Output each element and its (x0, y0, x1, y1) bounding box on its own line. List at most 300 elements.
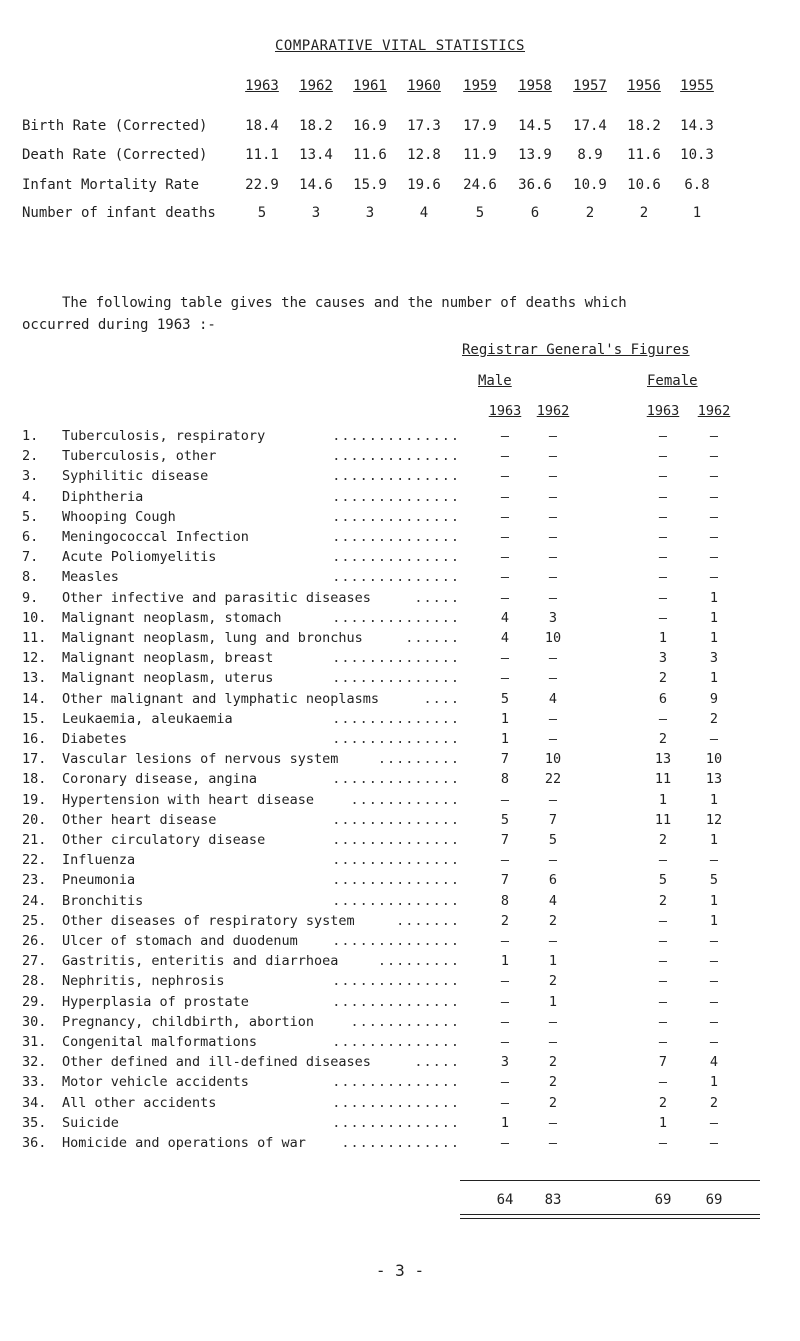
cause-value: 3 (548, 609, 558, 626)
leader-dots: .............. (332, 892, 460, 909)
year-heading: 1962 (299, 78, 333, 94)
stat-value: 19.6 (407, 177, 441, 193)
cause-value: – (548, 1034, 558, 1050)
cause-value: 4 (709, 1054, 719, 1071)
cause-value: – (500, 508, 510, 525)
year-heading: 1958 (518, 78, 552, 94)
leader-dots: .............. (332, 549, 460, 566)
cause-value: – (658, 710, 668, 727)
cause-value: – (548, 529, 558, 545)
cause-value: – (658, 973, 668, 990)
stat-value: 18.2 (299, 118, 333, 134)
cause-value: 1 (709, 670, 719, 687)
stat-label: Birth Rate (Corrected) (22, 118, 208, 134)
cause-value: 2 (548, 912, 558, 929)
cause-value: – (500, 488, 510, 505)
cause-value: – (709, 488, 719, 505)
cause-number: 8. (22, 569, 39, 586)
cause-number: 19. (22, 791, 47, 808)
cause-value: 2 (658, 731, 668, 747)
cause-number: 36. (22, 1135, 47, 1151)
column-year: 1963 (488, 403, 522, 419)
stat-value: 11.6 (353, 147, 387, 163)
cause-label: Other malignant and lymphatic neoplasms (62, 690, 379, 707)
cause-value: 1 (709, 892, 719, 909)
leader-dots: ......... (377, 953, 460, 970)
cause-value: – (658, 852, 668, 869)
cause-value: – (709, 731, 719, 747)
cause-value: – (548, 1013, 558, 1030)
leader-dots: .............. (332, 731, 460, 747)
cause-value: 1 (709, 791, 719, 808)
cause-value: – (500, 1074, 510, 1091)
cause-label: Other heart disease (62, 811, 217, 828)
cause-label: Acute Poliomyelitis (62, 549, 217, 566)
leader-dots: .............. (332, 811, 460, 828)
stat-value: 13.4 (299, 147, 333, 163)
cause-label: Meningococcal Infection (62, 529, 249, 545)
cause-value: – (500, 650, 510, 667)
cause-value: – (500, 791, 510, 808)
stat-value: 12.8 (407, 147, 441, 163)
cause-number: 17. (22, 751, 47, 768)
stat-value: 13.9 (518, 147, 552, 163)
stat-value: 10.3 (680, 147, 714, 163)
cause-value: 7 (548, 811, 558, 828)
cause-number: 11. (22, 630, 47, 646)
cause-value: – (500, 1013, 510, 1030)
cause-number: 22. (22, 852, 47, 869)
leader-dots: ............ (350, 791, 460, 808)
cause-value: – (658, 609, 668, 626)
cause-value: 11 (654, 771, 672, 788)
cause-value: – (658, 1074, 668, 1091)
cause-number: 15. (22, 710, 47, 727)
cause-value: 1 (500, 953, 510, 970)
column-year: 1963 (646, 403, 680, 419)
stat-value: 4 (419, 205, 429, 221)
cause-value: – (548, 569, 558, 586)
cause-label: Gastritis, enteritis and diarrhoea (62, 953, 339, 970)
cause-value: 3 (500, 1054, 510, 1071)
cause-value: – (709, 508, 719, 525)
leader-dots: .............. (332, 1074, 460, 1091)
cause-value: 1 (709, 912, 719, 929)
leader-dots: .............. (332, 529, 460, 545)
cause-value: 5 (709, 872, 719, 889)
cause-value: 2 (658, 1094, 668, 1111)
cause-value: – (658, 933, 668, 949)
cause-label: Syphilitic disease (62, 468, 209, 485)
cause-value: 10 (544, 751, 562, 768)
cause-value: – (500, 852, 510, 869)
cause-value: – (548, 589, 558, 606)
cause-number: 34. (22, 1094, 47, 1111)
cause-value: 2 (658, 892, 668, 909)
cause-value: 11 (654, 811, 672, 828)
cause-value: 1 (500, 710, 510, 727)
stat-label: Infant Mortality Rate (22, 177, 200, 193)
total-rule-bottom-1 (460, 1214, 760, 1215)
leader-dots: ............ (350, 1013, 460, 1030)
total-value: 69 (705, 1192, 723, 1208)
cause-label: Tuberculosis, respiratory (62, 428, 266, 444)
stat-value: 2 (585, 205, 595, 221)
cause-value: – (658, 508, 668, 525)
leader-dots: ......... (377, 751, 460, 768)
cause-value: – (548, 468, 558, 485)
cause-label: Other circulatory disease (62, 832, 266, 848)
cause-value: – (658, 448, 668, 465)
total-value: 83 (544, 1192, 562, 1208)
stat-value: 1 (692, 205, 702, 221)
year-heading: 1956 (627, 78, 661, 94)
cause-value: – (500, 670, 510, 687)
stat-value: 14.3 (680, 118, 714, 134)
stat-value: 17.9 (463, 118, 497, 134)
stat-value: 18.2 (627, 118, 661, 134)
stat-label: Death Rate (Corrected) (22, 147, 208, 163)
leader-dots: .............. (332, 933, 460, 949)
cause-label: Malignant neoplasm, stomach (62, 609, 282, 626)
cause-value: – (709, 529, 719, 545)
cause-number: 18. (22, 771, 47, 788)
cause-value: – (500, 468, 510, 485)
cause-value: 5 (548, 832, 558, 848)
leader-dots: .............. (332, 1034, 460, 1050)
year-heading: 1959 (463, 78, 497, 94)
cause-value: – (658, 529, 668, 545)
cause-label: Suicide (62, 1114, 119, 1131)
cause-value: – (709, 993, 719, 1010)
cause-value: 3 (658, 650, 668, 667)
cause-value: – (548, 508, 558, 525)
cause-number: 28. (22, 973, 47, 990)
stat-value: 8.9 (577, 147, 603, 163)
leader-dots: .............. (332, 872, 460, 889)
cause-number: 26. (22, 933, 47, 949)
leader-dots: .............. (332, 569, 460, 586)
cause-value: – (548, 852, 558, 869)
cause-value: 4 (500, 630, 510, 646)
cause-number: 25. (22, 912, 47, 929)
leader-dots: .............. (332, 650, 460, 667)
total-rule-top (460, 1180, 760, 1181)
cause-value: – (500, 448, 510, 465)
leader-dots: ...... (405, 630, 460, 646)
cause-value: 10 (705, 751, 723, 768)
cause-label: Coronary disease, angina (62, 771, 258, 788)
cause-number: 29. (22, 993, 47, 1010)
cause-label: Bronchitis (62, 892, 144, 909)
stat-value: 16.9 (353, 118, 387, 134)
stat-value: 3 (365, 205, 375, 221)
stat-label: Number of infant deaths (22, 205, 216, 221)
cause-value: – (500, 549, 510, 566)
intro-text-line-1: The following table gives the causes and the number of deaths which (62, 295, 627, 311)
cause-label: Diphtheria (62, 488, 144, 505)
cause-value: – (709, 549, 719, 566)
cause-value: – (658, 953, 668, 970)
stat-value: 10.9 (573, 177, 607, 193)
leader-dots: .............. (332, 771, 460, 788)
cause-number: 2. (22, 448, 39, 465)
stat-value: 2 (639, 205, 649, 221)
cause-value: 10 (544, 630, 562, 646)
cause-value: 2 (658, 670, 668, 687)
cause-value: – (709, 428, 719, 444)
leader-dots: .............. (332, 508, 460, 525)
leader-dots: .............. (332, 428, 460, 444)
cause-value: 13 (705, 771, 723, 788)
cause-label: Malignant neoplasm, uterus (62, 670, 274, 687)
leader-dots: .............. (332, 609, 460, 626)
cause-value: – (709, 1135, 719, 1151)
cause-value: – (658, 488, 668, 505)
cause-label: Pregnancy, childbirth, abortion (62, 1013, 314, 1030)
cause-value: – (500, 529, 510, 545)
leader-dots: ..... (414, 589, 460, 606)
cause-value: – (548, 1135, 558, 1151)
cause-label: Motor vehicle accidents (62, 1074, 249, 1091)
cause-value: 5 (500, 690, 510, 707)
stat-value: 15.9 (353, 177, 387, 193)
total-value: 69 (654, 1192, 672, 1208)
stat-value: 6 (530, 205, 540, 221)
cause-value: – (548, 488, 558, 505)
year-heading: 1961 (353, 78, 387, 94)
stat-value: 11.1 (245, 147, 279, 163)
leader-dots: .............. (332, 1114, 460, 1131)
leader-dots: .............. (332, 993, 460, 1010)
cause-value: – (548, 428, 558, 444)
cause-value: 6 (548, 872, 558, 889)
cause-value: – (500, 933, 510, 949)
cause-value: 7 (500, 872, 510, 889)
cause-value: – (709, 1034, 719, 1050)
stat-value: 18.4 (245, 118, 279, 134)
cause-value: 1 (548, 953, 558, 970)
cause-value: – (709, 973, 719, 990)
cause-value: – (709, 933, 719, 949)
cause-value: – (658, 1135, 668, 1151)
leader-dots: .............. (332, 468, 460, 485)
cause-value: – (709, 852, 719, 869)
cause-label: Influenza (62, 852, 136, 869)
cause-label: Other defined and ill-defined diseases (62, 1054, 371, 1071)
cause-value: – (658, 428, 668, 444)
stat-value: 36.6 (518, 177, 552, 193)
registrar-heading: Registrar General's Figures (462, 342, 690, 358)
cause-label: Other diseases of respiratory system (62, 912, 355, 929)
leader-dots: .............. (332, 832, 460, 848)
cause-value: 1 (709, 589, 719, 606)
cause-value: 1 (709, 832, 719, 848)
cause-label: Other infective and parasitic diseases (62, 589, 371, 606)
cause-value: 7 (500, 751, 510, 768)
cause-number: 6. (22, 529, 39, 545)
leader-dots: .............. (332, 670, 460, 687)
cause-value: 1 (709, 609, 719, 626)
cause-value: – (658, 569, 668, 586)
cause-label: All other accidents (62, 1094, 217, 1111)
stat-value: 24.6 (463, 177, 497, 193)
cause-number: 32. (22, 1054, 47, 1071)
cause-number: 21. (22, 832, 47, 848)
page-title: COMPARATIVE VITAL STATISTICS (274, 38, 525, 54)
leader-dots: .............. (332, 488, 460, 505)
cause-number: 13. (22, 670, 47, 687)
column-year: 1962 (536, 403, 570, 419)
cause-value: – (709, 953, 719, 970)
leader-dots: ............. (341, 1135, 460, 1151)
cause-value: – (500, 1135, 510, 1151)
leader-dots: .............. (332, 448, 460, 465)
cause-value: – (548, 933, 558, 949)
cause-number: 5. (22, 508, 39, 525)
cause-value: 4 (548, 690, 558, 707)
cause-number: 3. (22, 468, 39, 485)
cause-value: 2 (548, 973, 558, 990)
cause-value: – (658, 1013, 668, 1030)
cause-value: 2 (709, 710, 719, 727)
cause-label: Diabetes (62, 731, 128, 747)
cause-value: – (709, 468, 719, 485)
cause-number: 10. (22, 609, 47, 626)
stat-value: 17.4 (573, 118, 607, 134)
cause-value: 2 (548, 1054, 558, 1071)
cause-value: – (658, 993, 668, 1010)
cause-label: Hyperplasia of prostate (62, 993, 249, 1010)
cause-value: 1 (709, 1074, 719, 1091)
stat-value: 14.6 (299, 177, 333, 193)
cause-value: 1 (658, 630, 668, 646)
female-heading: Female (647, 373, 698, 389)
cause-value: – (658, 468, 668, 485)
cause-value: 2 (548, 1094, 558, 1111)
cause-label: Leukaemia, aleukaemia (62, 710, 233, 727)
cause-number: 9. (22, 589, 39, 606)
cause-label: Tuberculosis, other (62, 448, 217, 465)
page-number: - 3 - (375, 1261, 425, 1280)
cause-value: – (658, 589, 668, 606)
cause-number: 33. (22, 1074, 47, 1091)
cause-value: 12 (705, 811, 723, 828)
cause-value: – (500, 589, 510, 606)
cause-value: – (548, 1114, 558, 1131)
year-heading: 1960 (407, 78, 441, 94)
cause-value: – (500, 1034, 510, 1050)
cause-value: – (548, 650, 558, 667)
cause-value: 4 (548, 892, 558, 909)
leader-dots: ..... (414, 1054, 460, 1071)
cause-value: 7 (658, 1054, 668, 1071)
leader-dots: .... (423, 690, 460, 707)
leader-dots: .............. (332, 973, 460, 990)
cause-label: Nephritis, nephrosis (62, 973, 225, 990)
cause-value: – (709, 569, 719, 586)
cause-number: 12. (22, 650, 47, 667)
cause-value: 1 (658, 1114, 668, 1131)
cause-value: 1 (658, 791, 668, 808)
stat-value: 3 (311, 205, 321, 221)
cause-number: 14. (22, 690, 47, 707)
total-rule-bottom-2 (460, 1218, 760, 1219)
cause-value: – (500, 428, 510, 444)
cause-value: 1 (500, 1114, 510, 1131)
cause-value: 2 (658, 832, 668, 848)
cause-value: – (500, 993, 510, 1010)
cause-value: – (548, 670, 558, 687)
cause-label: Malignant neoplasm, breast (62, 650, 274, 667)
stat-value: 17.3 (407, 118, 441, 134)
cause-number: 16. (22, 731, 47, 747)
cause-label: Measles (62, 569, 119, 586)
cause-number: 30. (22, 1013, 47, 1030)
cause-number: 7. (22, 549, 39, 566)
cause-number: 27. (22, 953, 47, 970)
stat-value: 14.5 (518, 118, 552, 134)
cause-number: 35. (22, 1114, 47, 1131)
cause-number: 20. (22, 811, 47, 828)
cause-value: 8 (500, 771, 510, 788)
cause-value: 13 (654, 751, 672, 768)
year-heading: 1955 (680, 78, 714, 94)
cause-value: 5 (500, 811, 510, 828)
cause-number: 23. (22, 872, 47, 889)
cause-value: – (709, 1013, 719, 1030)
male-heading: Male (478, 373, 512, 389)
cause-label: Vascular lesions of nervous system (62, 751, 339, 768)
intro-text-line-2: occurred during 1963 :- (22, 317, 216, 333)
cause-number: 31. (22, 1034, 47, 1050)
stat-value: 11.9 (463, 147, 497, 163)
year-heading: 1957 (573, 78, 607, 94)
cause-value: – (548, 549, 558, 566)
stat-value: 5 (257, 205, 267, 221)
cause-value: 4 (500, 609, 510, 626)
cause-value: 9 (709, 690, 719, 707)
cause-label: Pneumonia (62, 872, 136, 889)
cause-value: 3 (709, 650, 719, 667)
cause-label: Malignant neoplasm, lung and bronchus (62, 630, 363, 646)
cause-value: – (709, 1114, 719, 1131)
cause-number: 1. (22, 428, 39, 444)
cause-value: 6 (658, 690, 668, 707)
cause-value: – (658, 549, 668, 566)
total-value: 64 (496, 1192, 514, 1208)
cause-value: – (709, 448, 719, 465)
cause-value: 22 (544, 771, 562, 788)
stat-value: 11.6 (627, 147, 661, 163)
cause-label: Ulcer of stomach and duodenum (62, 933, 298, 949)
cause-value: 8 (500, 892, 510, 909)
column-year: 1962 (697, 403, 731, 419)
cause-value: 1 (500, 731, 510, 747)
cause-value: – (548, 448, 558, 465)
cause-value: – (500, 973, 510, 990)
leader-dots: .............. (332, 1094, 460, 1111)
cause-value: 2 (709, 1094, 719, 1111)
cause-value: – (500, 1094, 510, 1111)
cause-value: – (500, 569, 510, 586)
leader-dots: .............. (332, 852, 460, 869)
cause-label: Hypertension with heart disease (62, 791, 314, 808)
leader-dots: .............. (332, 710, 460, 727)
cause-value: 7 (500, 832, 510, 848)
cause-value: – (548, 791, 558, 808)
stat-value: 5 (475, 205, 485, 221)
